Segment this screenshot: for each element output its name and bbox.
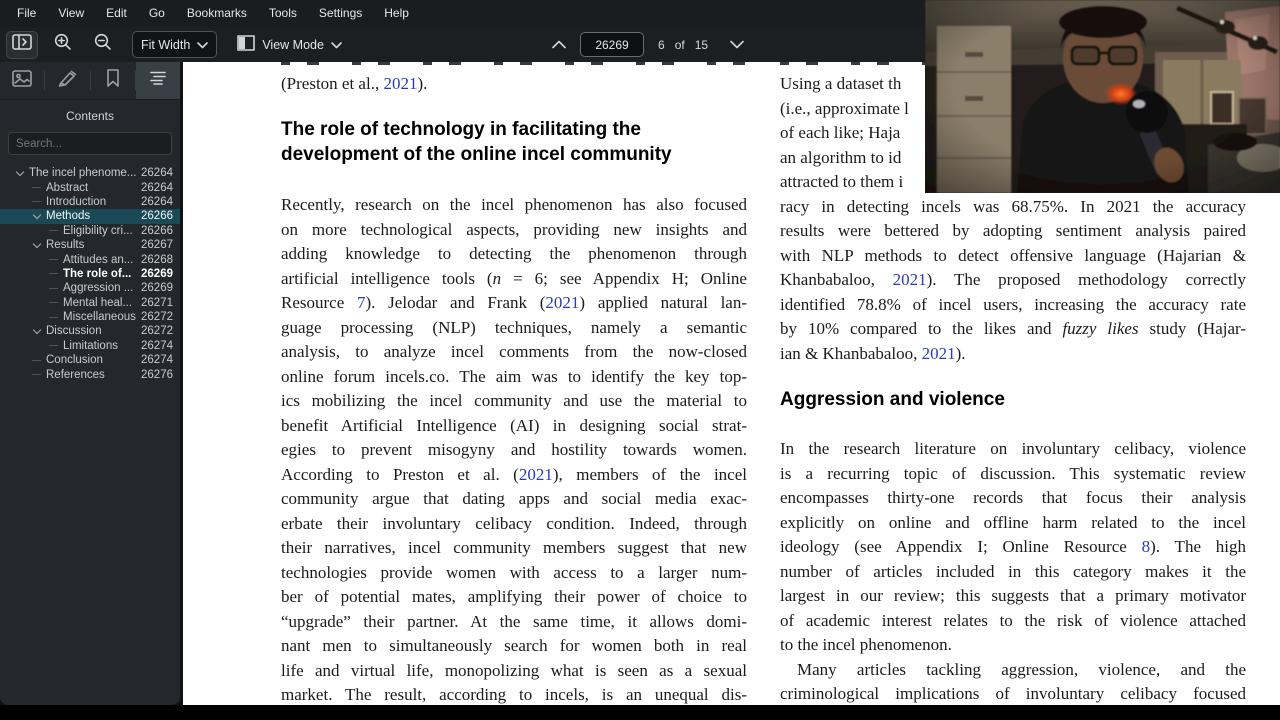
thumbnails-icon [12,70,32,92]
tab-annotations[interactable] [45,62,89,99]
page-total: 15 [694,37,709,52]
text-line: ber of potential mates, amplifying their power of choice to [281,587,747,606]
toc-item-page: 26267 [141,239,173,252]
toc-item-page: 26264 [141,167,173,180]
zoom-in-button[interactable] [48,31,78,59]
tree-connector [44,259,63,260]
text-line: “upgrade” their partner. At the same time, it allows domi- [281,611,747,631]
menu-bookmarks[interactable]: Bookmarks [186,6,247,20]
toc-item-page: 26276 [141,368,173,381]
text-line: identified 78.8% of incel users, increasing the accuracy rate [780,294,1246,314]
text-line: analysis, to analyze incel comments from the now-closed [281,342,747,361]
text-line: (i.e., approximate l [780,98,909,118]
toc-item-discussion[interactable] [0,324,180,338]
text-line: racy in detecting incels was 68.75%. In 2021 the accuracy [780,196,1246,216]
toc-item-conclusion[interactable] [0,353,180,367]
menu-tools[interactable]: Tools [268,6,297,20]
body-paragraph [780,437,1246,707]
page-navigation [546,27,750,62]
body-paragraph [281,193,747,708]
sidebar-toggle-button[interactable] [6,31,38,59]
text-line: According to Preston et al. (2021), members of the incel [281,464,747,484]
text-line: of each like; Haja [780,123,901,142]
toc-item-results[interactable] [0,238,180,252]
toc-item-label: Miscellaneous [63,311,136,324]
zoom-out-icon [94,33,112,56]
menu-help[interactable]: Help [384,6,409,20]
toc-item-label: Mental heal... [63,296,133,309]
letterbox-bar [0,705,1280,720]
tree-connector [44,273,63,274]
contents-search-input[interactable] [8,132,172,155]
page-number-input[interactable] [580,32,644,57]
text-line: criminological implications of involuntary celibacy focused [780,684,1246,703]
text-line: adding knowledge to detecting the phenomenon through [281,244,747,263]
contents-tree [0,163,180,382]
clipped-text-line [281,62,747,68]
toc-item-label: Attitudes an... [63,253,134,266]
toc-item-label: Discussion [46,325,102,338]
text-line: Recently, research on the incel phenomenon has also focused [281,195,747,214]
toc-item-label: Results [46,239,85,252]
citation-link[interactable]: 7 [357,293,366,312]
zoom-out-button[interactable] [88,31,118,59]
chevron-down-icon[interactable] [27,215,46,218]
tree-connector [27,360,46,361]
tree-connector [27,374,46,375]
webcam-overlay [925,0,1280,193]
text-line: erbate their involuntary celibacy condition. Indeed, through [281,513,747,533]
contents-panel-title: Contents [65,109,115,123]
toc-item-page: 26268 [141,253,173,266]
toc-item-label: The incel phenome... [29,167,137,180]
text-line: ics mobilizing the incel community and use the material to [281,391,747,410]
page-current: 6 [658,37,665,52]
text-line: largest in our review; this suggests that a primary motivator [780,586,1246,605]
citation-link[interactable]: 2021 [545,293,580,312]
previous-page-button[interactable] [546,32,572,58]
chevron-down-icon [197,38,208,52]
text-line: number of articles included in this category makes it the [780,561,1246,581]
view-mode-select[interactable] [231,31,348,58]
toc-item-the-role-of-[interactable] [0,267,180,281]
toc-item-introduction[interactable] [0,195,180,209]
menu-settings[interactable]: Settings [318,6,363,20]
toc-item-label: Eligibility cri... [63,224,133,237]
citation-link[interactable]: 8 [1141,537,1151,556]
page-of-label: of [674,37,685,52]
menu-view[interactable]: View [58,6,85,20]
citation-link[interactable]: 2021 [383,74,418,93]
menu-edit[interactable]: Edit [106,6,127,20]
table-of-contents-icon [149,70,167,91]
toc-item-abstract[interactable] [0,180,180,194]
tab-bookmarks[interactable] [91,62,135,99]
toc-item-page: 26274 [141,354,173,367]
toc-item-page: 26269 [141,267,173,280]
toc-item-label: Introduction [46,195,107,208]
citation-link[interactable]: 2021 [518,464,553,484]
toc-item-mental-heal-[interactable] [0,296,180,310]
text-line: community argue that dating apps and social media exac- [281,489,747,508]
sidebar-panel-icon [12,34,32,55]
text-line: development of the online incel community [281,143,672,165]
tab-thumbnails[interactable] [0,62,44,99]
text-line: to the incel phenomenon. [780,635,952,654]
text-line: market. The result, according to incels, is an unequal dis- [281,685,747,704]
text-line: (Preston et al., 2021). [281,74,428,93]
text-line: is a recurring topic of discussion. This systematic review [780,463,1246,483]
view-mode-icon [237,35,255,54]
text-line: explicitly on online and offline harm related to the incel [780,512,1246,532]
text-line: with NLP methods to detect offensive language (Hajarian & [780,245,1246,265]
text-line: In the research literature on involuntary celibacy, violence [780,439,1246,458]
text-line: their narratives, incel community members suggest that new [281,538,747,557]
text-line: nant men to simultaneously search for women both in real [281,636,747,655]
toc-item-label: Conclusion [46,354,103,367]
text-line: ideology (see Appendix I; Online Resource 8). The high [780,537,1246,556]
text-line: encompasses thirty-one records that focus their analysis [780,488,1246,507]
toc-item-page: 26266 [141,224,173,237]
chevron-down-icon[interactable] [10,172,29,175]
text-line: Resource 7). Jelodar and Frank (2021) applied natural lan- [281,293,747,312]
zoom-mode-select[interactable] [132,31,217,58]
text-line: Khanbabaloo, 2021). The proposed methodology correctly [780,270,1246,289]
pen-icon [57,69,78,92]
text-line: results were bettered by adopting sentiment analysis paired [780,221,1246,240]
text-line: technologies provide women with access to a larger num- [281,562,747,582]
tree-connector [44,302,63,303]
paragraph-end [281,72,747,97]
toc-item-label: Aggression ... [63,282,134,295]
text-line: an algorithm to id [780,147,902,167]
toc-item-miscellaneous[interactable] [0,310,180,324]
toc-item-page: 26272 [141,311,173,324]
toc-item-limitations[interactable] [0,339,180,353]
toc-item-the-incel-phenome-[interactable] [0,166,180,180]
text-line: of academic interest relates to the risk of violence attached [780,610,1246,630]
zoom-mode-value: Fit Width [141,37,191,52]
text-line: online forum incels.co. The aim was to identify the key top- [281,366,747,386]
text-line: Many articles tackling aggression, violence, and the [780,659,1246,679]
text-line: benefit Artificial Intelligence (AI) in designing social strat- [281,415,747,435]
tree-connector [27,201,46,202]
toc-item-page: 26272 [141,325,173,338]
sidebar [0,62,180,705]
text-line: artificial intelligence tools (n = 6; see Appendix H; Online [281,268,747,288]
menu-file[interactable]: File [17,6,37,20]
tree-connector [27,187,46,188]
chevron-down-icon[interactable] [27,330,46,333]
toc-item-label: The role of... [63,267,132,280]
toc-item-page: 26271 [141,296,173,309]
bookmark-icon [106,69,120,92]
zoom-in-icon [54,33,72,56]
toc-item-attitudes-an-[interactable] [0,252,180,266]
text-line: Using a dataset th [780,74,902,93]
toc-item-page: 26266 [141,210,173,223]
text-line: by 10% compared to the likes and fuzzy likes study (Hajar- [780,319,1246,338]
section-heading [281,118,747,167]
toc-item-eligibility-cri-[interactable] [0,224,180,238]
text-line: ian & Khanbabaloo, 2021). [780,343,966,363]
text-line: egies to prevent misogyny and hostility towards women. [281,440,747,459]
text-line: attracted to them i [780,172,904,191]
citation-link[interactable]: 2021 [892,270,927,289]
citation-link[interactable]: 2021 [921,343,956,363]
chevron-down-icon [331,38,342,52]
toc-item-label: Limitations [63,339,118,352]
sidebar-tabs [0,62,180,100]
menu-go[interactable]: Go [148,6,165,20]
toc-item-label: Methods [46,210,91,223]
tree-connector [44,317,63,318]
toc-item-page: 26264 [141,195,173,208]
clipped-text-line [780,62,930,68]
next-page-button[interactable] [724,32,750,58]
section-heading [780,388,1246,413]
text-line: The role of technology in facilitating the [281,119,641,140]
text-line: on more technological aspects, providing new insights and [281,219,747,239]
tree-connector [44,230,63,231]
toc-item-label: References [46,368,105,381]
text-line: guage processing (NLP) techniques, namely a semantic [281,317,747,337]
toc-item-label: Abstract [46,181,89,194]
text-line: life and virtual life, monopolizing what is seen as a sexual [281,660,747,680]
toc-item-page: 26269 [141,282,173,295]
view-mode-label: View Mode [262,37,324,52]
tree-connector [44,288,63,289]
tree-connector [44,345,63,346]
toc-item-references[interactable] [0,367,180,381]
toc-item-methods[interactable] [0,209,180,223]
heading-text: Aggression and violence [780,389,1005,410]
tab-contents[interactable] [136,62,180,99]
toc-item-aggression-[interactable] [0,281,180,295]
toc-item-page: 26264 [141,181,173,194]
chevron-down-icon[interactable] [27,244,46,247]
toc-item-page: 26274 [141,339,173,352]
